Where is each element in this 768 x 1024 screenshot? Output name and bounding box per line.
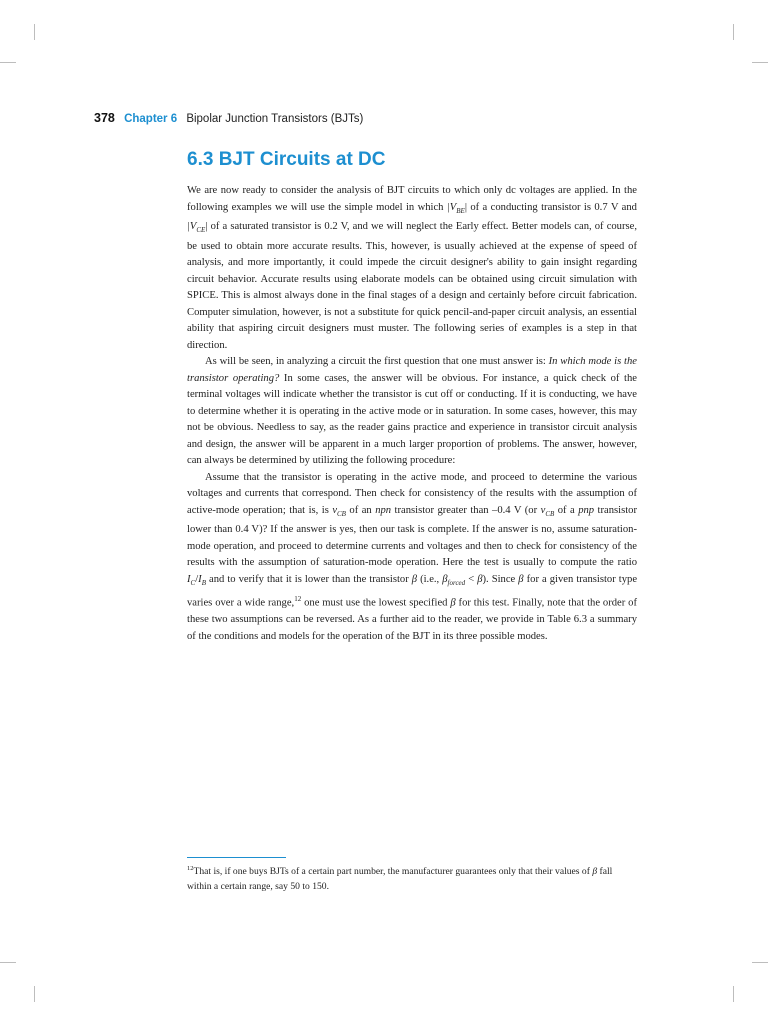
- body-text: [187, 183, 637, 645]
- paragraph-1: We are now ready to consider the analysis of BJT circuits to which only dc voltages are applied. In the following examples we will use the simple model in which $|V_{BE}|$ of a conducting transistor is 0.7 V and $|V_{CE}|$ of a saturated transistor is 0.2 V, and we will neglect the Early effect. Better models can, of course, be used to obtain more accurate results. This, however, is usually achieved at the expense of speed of analysis, and more importantly, it could impede the circuit designer's ability to gain insight regarding circuit behavior. Accurate results using elaborate models can be obtained using circuit simulation with SPICE. This is almost always done in the final stages of a design and certainly before circuit fabrication. Computer simulation, however, is not a substitute for quick pencil-and-paper circuit analysis, an essential ability that aspiring circuit designers must muster. The following series of examples is a step in that direction.: [187, 185, 637, 351]
- page-number: 378: [94, 111, 115, 125]
- running-head: [94, 111, 363, 127]
- chapter-label: Chapter 6: [124, 113, 178, 125]
- footnote-rule: [187, 857, 286, 858]
- crop-mark-left-upper: [0, 62, 16, 63]
- paragraph-2: As will be seen, in analyzing a circuit the first question that one must answer is: In which mode is the transistor operating? In some cases, the answer will be obvious. For instance, a quick check of the terminal voltages will indicate whether the transistor is cut off or conducting. If it is conducting, we have to determine whether it is operating in the active mode or in saturation. In some cases, however, this may not be obvious. Needless to say, as the reader gains practice and experience in transistor circuit analysis and design, the answer will be apparent in a much larger proportion of problems. The answer, however, can always be determined by utilizing the following procedure:: [187, 356, 637, 467]
- footnote: $^{12}$That is, if one buys BJTs of a certain part number, the manufacturer guarantees only that their values of β fall within a certain range, say 50 to 150.: [187, 864, 613, 892]
- crop-mark-top-right: [733, 24, 734, 40]
- crop-mark-left-lower: [0, 962, 16, 963]
- crop-mark-right-upper: [752, 62, 768, 63]
- crop-mark-bottom-left: [34, 986, 35, 1002]
- footnote-number: 12: [187, 864, 194, 872]
- crop-mark-top-left: [34, 24, 35, 40]
- crop-mark-bottom-right: [733, 986, 734, 1002]
- key-question: In which mode is the transistor operating?: [187, 356, 637, 384]
- chapter-title: Bipolar Junction Transistors (BJTs): [186, 113, 364, 125]
- paragraph-3: Assume that the transistor is operating in the active mode, and proceed to determine the various voltages and currents that correspond. Then check for consistency of the results with the assumption of active-mode operation; that is, is $v_{CB}$ of an npn transistor greater than –0.4 V (or $v_{CB}$ of a pnp transistor lower than 0.4 V)? If the answer is yes, then our task is complete. If the answer is no, assume saturation-mode operation, and proceed to determine currents and voltages and then to check for consistency of the results with the assumption of saturation-mode operation. Here the test is usually to compute the ratio $I_C/I_B$ and to verify that it is lower than the transistor β (i.e., $\beta_{forced} < \beta$). Since β for a given transistor type varies over a wide range,$^{12}$ one must use the lowest specified β for this test. Finally, note that the order of these two assumptions can be reversed. As a further aid to the reader, we provide in Table 6.3 a summary of the conditions and models for the operation of the BJT in its three possible modes.: [187, 471, 638, 642]
- footnote-reference[interactable]: 12: [294, 595, 302, 604]
- crop-mark-right-lower: [752, 962, 768, 963]
- section-title: 6.3 BJT Circuits at DC: [187, 149, 386, 170]
